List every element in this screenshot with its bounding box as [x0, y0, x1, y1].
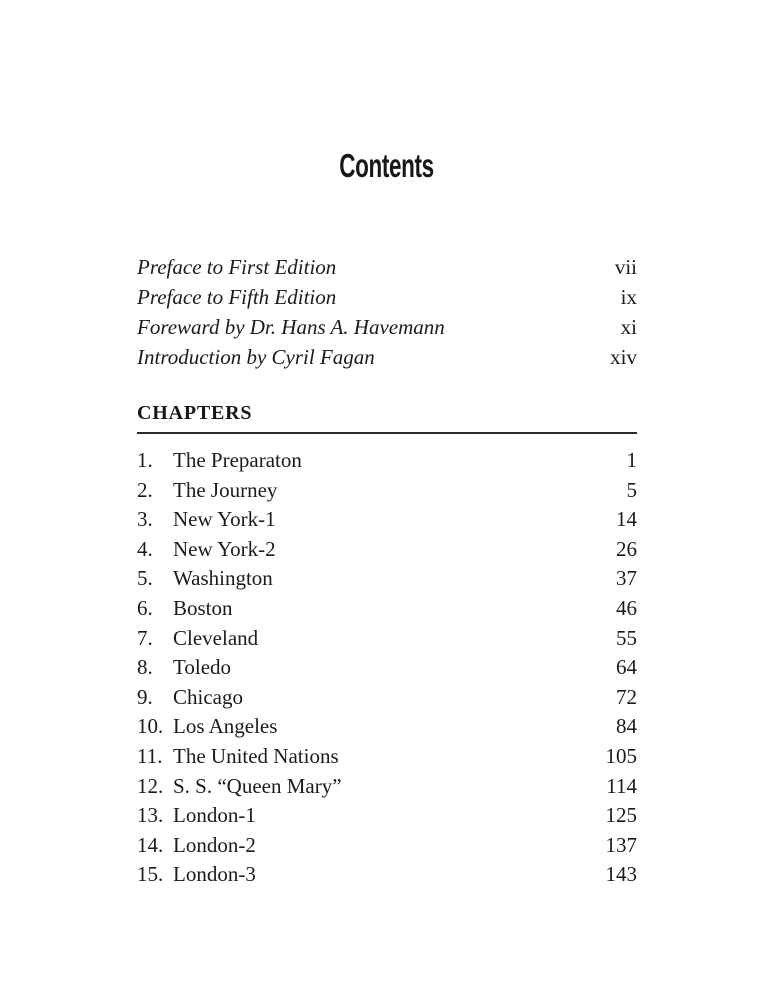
- page-number: xiv: [610, 345, 637, 369]
- page-number: vii: [614, 255, 637, 279]
- chapter-title: Chicago: [173, 684, 243, 709]
- chapter-row: [137, 653, 637, 683]
- chapter-number: 10.: [137, 714, 164, 739]
- chapter-row: [137, 831, 637, 861]
- page-number: 72: [616, 684, 637, 709]
- page-number: 14: [616, 507, 637, 532]
- chapter-number: 4.: [137, 536, 153, 561]
- front-matter-row: [137, 342, 637, 372]
- chapter-row: [137, 535, 637, 565]
- page-number: 84: [616, 714, 637, 739]
- chapter-number: 9.: [137, 684, 153, 709]
- chapter-title: The Journey: [173, 477, 278, 502]
- chapter-number: 7.: [137, 625, 153, 650]
- chapter-number: 14.: [137, 832, 164, 857]
- front-matter-title: Introduction by Cyril Fagan: [137, 345, 375, 369]
- chapter-title: London-3: [173, 862, 256, 887]
- page-number: 26: [616, 536, 637, 561]
- front-matter-list: [137, 252, 637, 372]
- front-matter-row: [137, 252, 637, 282]
- page-number: 1: [626, 448, 637, 472]
- chapter-title: S. S. “Queen Mary”: [173, 773, 342, 798]
- chapter-title: London-1: [173, 803, 256, 828]
- front-matter-row: [137, 282, 637, 312]
- chapter-row: [137, 801, 637, 831]
- chapter-row: [137, 505, 637, 535]
- front-matter-title: Foreward by Dr. Hans A. Havemann: [137, 315, 445, 339]
- chapter-title: New York-2: [173, 536, 276, 561]
- page-number: 143: [605, 862, 637, 887]
- chapter-number: 8.: [137, 655, 153, 680]
- page-number: ix: [620, 285, 637, 309]
- chapter-title: Boston: [173, 595, 233, 620]
- front-matter-title: Preface to First Edition: [137, 255, 337, 279]
- front-matter-title: Preface to Fifth Edition: [137, 285, 337, 309]
- chapter-row: [137, 712, 637, 742]
- chapter-number: 12.: [137, 773, 164, 798]
- chapter-number: 13.: [137, 803, 164, 828]
- page-number: 46: [616, 595, 637, 620]
- chapter-list: [137, 446, 637, 890]
- chapters-heading: CHAPTERS: [137, 400, 637, 434]
- chapter-row: [137, 742, 637, 772]
- page-number: 5: [626, 477, 637, 502]
- chapter-title: New York-1: [173, 507, 276, 532]
- chapter-title: The United Nations: [173, 743, 339, 768]
- front-matter-row: [137, 312, 637, 342]
- chapter-title: Washington: [173, 566, 273, 591]
- chapter-row: [137, 476, 637, 506]
- chapter-title: Toledo: [173, 655, 232, 680]
- chapter-row: [137, 860, 637, 890]
- page-number: 125: [605, 803, 637, 828]
- chapter-title: Los Angeles: [173, 714, 278, 739]
- chapter-row: [137, 564, 637, 594]
- chapter-title: The Preparaton: [173, 448, 302, 472]
- page-number: 37: [616, 566, 637, 591]
- chapter-title: London-2: [173, 832, 256, 857]
- chapter-number: 11.: [137, 743, 163, 768]
- page-number: 137: [605, 832, 637, 857]
- chapter-number: 5.: [137, 566, 153, 591]
- chapter-row: [137, 446, 637, 476]
- page-number: 105: [605, 743, 637, 768]
- chapter-row: [137, 683, 637, 713]
- chapter-row: [137, 772, 637, 802]
- chapter-number: 1.: [137, 448, 153, 472]
- chapter-number: 2.: [137, 477, 153, 502]
- page-title: Contents: [339, 147, 434, 184]
- page-number: 114: [606, 773, 637, 798]
- page-number: 55: [616, 625, 637, 650]
- chapter-row: [137, 624, 637, 654]
- page-number: xi: [620, 315, 637, 339]
- page-number: 64: [616, 655, 637, 680]
- chapter-number: 6.: [137, 595, 153, 620]
- chapter-number: 3.: [137, 507, 153, 532]
- chapter-row: [137, 594, 637, 624]
- chapter-number: 15.: [137, 862, 164, 887]
- chapter-title: Cleveland: [173, 625, 259, 650]
